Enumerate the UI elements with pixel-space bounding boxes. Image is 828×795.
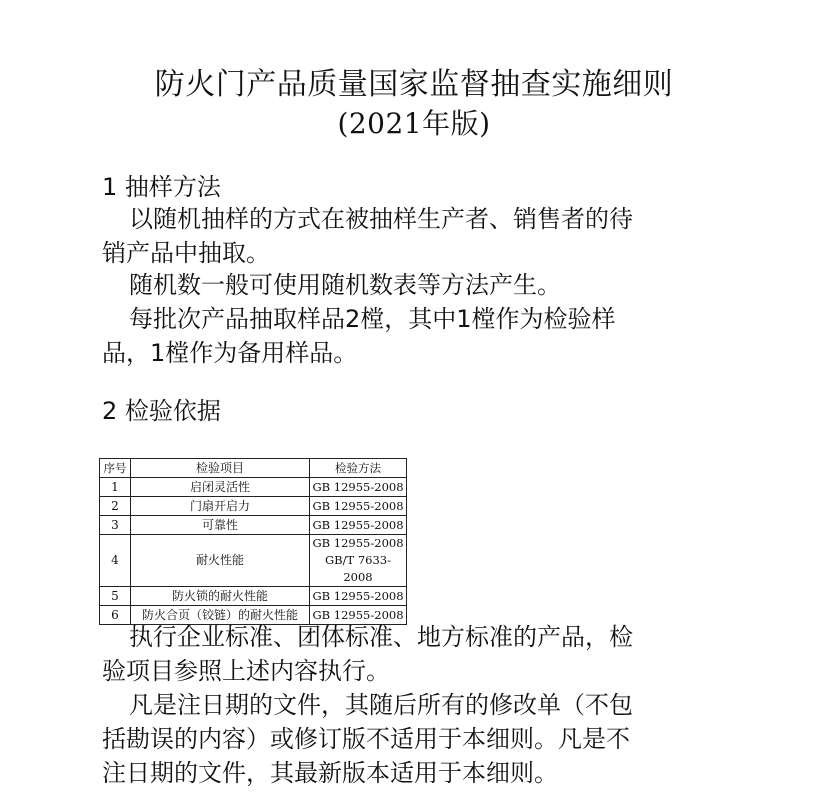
section-1-paragraph-3 — [102, 302, 722, 370]
cell-item: 门扇开启力 — [131, 497, 310, 516]
cell-method: GB 12955-2008 — [310, 497, 407, 516]
cell-method: GB 12955-2008 — [310, 606, 407, 625]
paragraph-line: 品，1樘作为备用样品。 — [102, 339, 358, 367]
cell-method — [310, 535, 407, 587]
cell-item: 耐火性能 — [131, 535, 310, 587]
paragraph-line: 销产品中抽取。 — [102, 239, 270, 267]
document-title: 防火门产品质量国家监督抽查实施细则 — [154, 67, 674, 102]
section-2-heading: 2 检验依据 — [102, 397, 221, 425]
column-header-no: 序号 — [100, 459, 131, 478]
paragraph-line: 凡是注日期的文件，其随后所有的修改单（不包 — [129, 691, 633, 719]
section-1-heading: 1 抽样方法 — [102, 173, 221, 201]
cell-method: GB 12955-2008 — [310, 516, 407, 535]
paragraph-line: 执行企业标准、团体标准、地方标准的产品，检 — [129, 623, 633, 651]
cell-method-line: GB/T 7633-2008 — [325, 553, 391, 584]
column-header-method: 检验方法 — [310, 459, 407, 478]
document-edition: (2021年版) — [337, 107, 491, 140]
paragraph-line: 以随机抽样的方式在被抽样生产者、销售者的待 — [129, 205, 633, 233]
cell-item: 防火合页（铰链）的耐火性能 — [131, 606, 310, 625]
table-row — [100, 535, 407, 587]
cell-no: 4 — [100, 535, 131, 587]
paragraph-line: 注日期的文件，其最新版本适用于本细则。 — [102, 759, 558, 787]
column-header-item: 检验项目 — [131, 459, 310, 478]
cell-no: 5 — [100, 587, 131, 606]
inspection-basis-table — [99, 458, 407, 625]
cell-no: 3 — [100, 516, 131, 535]
table-row — [100, 497, 407, 516]
section-2-paragraph-1 — [102, 620, 722, 688]
cell-method-line: GB 12955-2008 — [312, 536, 404, 550]
cell-no: 1 — [100, 478, 131, 497]
cell-item: 可靠性 — [131, 516, 310, 535]
cell-no: 6 — [100, 606, 131, 625]
section-1-paragraph-2 — [102, 268, 722, 302]
cell-method: GB 12955-2008 — [310, 587, 407, 606]
table-header-row — [100, 459, 407, 478]
paragraph-line: 括勘误的内容）或修订版不适用于本细则。凡是不 — [102, 725, 630, 753]
paragraph-line: 每批次产品抽取样品2樘，其中1樘作为检验样 — [129, 305, 616, 333]
cell-method: GB 12955-2008 — [310, 478, 407, 497]
paragraph-line: 验项目参照上述内容执行。 — [102, 657, 390, 685]
paragraph-line: 随机数一般可使用随机数表等方法产生。 — [129, 271, 561, 299]
cell-item: 防火锁的耐火性能 — [131, 587, 310, 606]
section-1-paragraph-1 — [102, 202, 722, 270]
table-row — [100, 478, 407, 497]
cell-item: 启闭灵活性 — [131, 478, 310, 497]
cell-no: 2 — [100, 497, 131, 516]
section-2-paragraph-2 — [102, 688, 722, 790]
table-row — [100, 516, 407, 535]
table-row — [100, 587, 407, 606]
